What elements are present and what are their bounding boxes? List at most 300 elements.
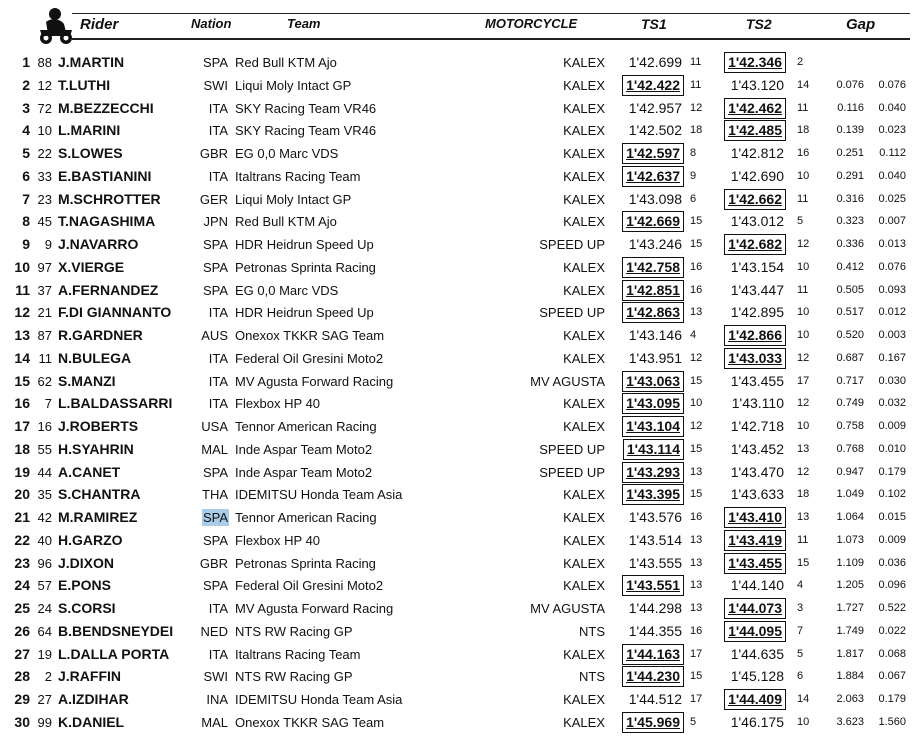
- rider-number-cell: 45: [37, 214, 52, 230]
- nation-cell: SWI: [203, 77, 228, 93]
- ts1-cell: 1'42.422: [622, 75, 684, 96]
- table-row: [0, 279, 920, 302]
- rider-number-cell: 23: [37, 191, 52, 207]
- motorcycle-cell: KALEX: [563, 578, 605, 594]
- ts1-lap-cell: 15: [690, 670, 703, 683]
- position-cell: 15: [14, 372, 30, 389]
- table-header: [0, 0, 920, 50]
- gap-previous-cell: 0.076: [878, 260, 906, 273]
- position-cell: 11: [15, 281, 30, 298]
- gap-previous-cell: 0.068: [878, 647, 906, 660]
- gap-first-cell: 1.109: [836, 556, 864, 569]
- gap-first-cell: 0.316: [836, 192, 864, 205]
- nation-cell: SPA: [202, 532, 228, 548]
- nation-cell: ITA: [208, 350, 228, 366]
- rider-name-cell: F.DI GIANNANTO: [58, 304, 172, 321]
- ts2-cell: 1'44.635: [730, 645, 784, 662]
- team-cell: Italtrans Racing Team: [235, 646, 361, 662]
- team-cell: Petronas Sprinta Racing: [235, 259, 376, 275]
- rider-name-cell: H.SYAHRIN: [58, 440, 134, 457]
- table-row: [0, 324, 920, 347]
- gap-first-cell: 0.758: [836, 420, 864, 432]
- team-cell: Liqui Moly Intact GP: [235, 77, 352, 93]
- gap-previous-cell: 0.096: [878, 579, 906, 592]
- ts1-lap-cell: 16: [690, 260, 703, 273]
- ts2-cell: 1'46.175: [730, 713, 784, 730]
- ts1-cell: 1'43.246: [628, 236, 682, 252]
- position-cell: 7: [22, 190, 30, 207]
- ts2-lap-cell: 2: [797, 56, 804, 68]
- ts1-cell: 1'42.758: [622, 257, 684, 278]
- ts2-cell: 1'43.455: [730, 372, 784, 389]
- table-row: [0, 233, 920, 256]
- nation-cell: ITA: [208, 601, 228, 616]
- rider-name-cell: T.NAGASHIMA: [58, 213, 156, 230]
- nation-cell: SPA: [202, 55, 228, 70]
- header-ts2: TS2: [746, 16, 772, 32]
- table-row: [0, 620, 920, 643]
- position-cell: 28: [14, 668, 30, 685]
- position-cell: 20: [14, 486, 30, 503]
- ts1-lap-cell: 12: [690, 351, 703, 364]
- nation-cell: SPA: [202, 237, 228, 252]
- rider-number-cell: 27: [37, 692, 52, 707]
- ts1-cell: 1'43.514: [628, 531, 682, 548]
- table-row: [0, 461, 920, 484]
- ts2-cell: 1'45.128: [730, 668, 784, 685]
- team-cell: Flexbox HP 40: [235, 396, 321, 412]
- gap-first-cell: 0.076: [836, 78, 864, 91]
- motorcycle-cell: SPEED UP: [539, 305, 605, 321]
- nation-cell: ITA: [208, 123, 228, 139]
- ts2-lap-cell: 10: [797, 420, 810, 432]
- ts1-lap-cell: 5: [690, 715, 697, 728]
- ts1-lap-cell: 13: [690, 602, 703, 614]
- header-rider: Rider: [80, 16, 119, 33]
- header-nation: Nation: [191, 16, 232, 31]
- motorcycle-cell: SPEED UP: [539, 237, 605, 252]
- motorcycle-cell: KALEX: [563, 191, 605, 207]
- rider-name-cell: S.CHANTRA: [58, 486, 141, 503]
- ts1-cell: 1'42.699: [628, 54, 682, 70]
- rider-number-cell: 16: [37, 419, 52, 434]
- motorcycle-cell: KALEX: [563, 168, 605, 184]
- table-row: [0, 347, 920, 370]
- rider-number-cell: 55: [37, 441, 52, 457]
- ts1-lap-cell: 12: [690, 420, 703, 432]
- rider-number-cell: 11: [38, 350, 52, 366]
- rider-name-cell: A.FERNANDEZ: [58, 281, 159, 298]
- rider-number-cell: 10: [37, 123, 52, 139]
- rider-name-cell: R.GARDNER: [58, 327, 143, 343]
- motorcycle-cell: KALEX: [563, 487, 605, 503]
- rider-number-cell: 99: [37, 714, 52, 730]
- header-gap: Gap: [846, 16, 876, 33]
- gap-first-cell: 0.116: [837, 101, 864, 114]
- team-cell: Onexox TKKR SAG Team: [235, 714, 385, 730]
- gap-first-cell: 1.727: [836, 602, 864, 614]
- team-cell: Federal Oil Gresini Moto2: [235, 350, 384, 366]
- table-row: [0, 97, 920, 120]
- ts1-lap-cell: 16: [690, 283, 703, 296]
- position-cell: 6: [22, 167, 30, 184]
- ts2-cell: 1'43.033: [724, 348, 786, 369]
- team-cell: Inde Aspar Team Moto2: [235, 464, 373, 480]
- rider-number-cell: 7: [44, 396, 52, 412]
- nation-cell: SPA: [202, 282, 228, 298]
- ts2-lap-cell: 11: [797, 533, 809, 546]
- position-cell: 4: [22, 122, 30, 139]
- rider-number-cell: 57: [37, 578, 52, 594]
- ts2-cell: 1'43.012: [730, 213, 784, 230]
- rider-name-cell: M.RAMIREZ: [58, 509, 138, 525]
- position-cell: 30: [14, 713, 30, 730]
- rider-name-cell: S.CORSI: [58, 600, 116, 616]
- ts1-lap-cell: 4: [690, 329, 697, 341]
- gap-first-cell: 0.687: [836, 351, 864, 364]
- gap-first-cell: 0.336: [836, 238, 864, 250]
- ts2-lap-cell: 5: [797, 647, 804, 660]
- table-row: [0, 506, 920, 529]
- rider-name-cell: L.BALDASSARRI: [58, 395, 173, 412]
- rider-name-cell: B.BENDSNEYDEI: [58, 622, 174, 639]
- nation-cell: MAL: [201, 714, 228, 730]
- team-cell: SKY Racing Team VR46: [235, 100, 377, 116]
- position-cell: 23: [14, 554, 30, 571]
- ts1-lap-cell: 15: [690, 238, 703, 250]
- rider-name-cell: J.ROBERTS: [58, 418, 139, 434]
- gap-previous-cell: 1.560: [878, 715, 906, 728]
- position-cell: 17: [14, 418, 30, 434]
- position-cell: 16: [14, 395, 30, 412]
- ts1-cell: 1'43.063: [622, 371, 684, 392]
- team-cell: EG 0,0 Marc VDS: [235, 146, 339, 161]
- ts1-cell: 1'43.395: [622, 484, 684, 505]
- ts2-lap-cell: 17: [797, 374, 810, 387]
- table-row: [0, 74, 920, 97]
- ts1-cell: 1'43.095: [622, 393, 684, 414]
- rider-name-cell: J.NAVARRO: [58, 236, 139, 252]
- nation-cell: GBR: [199, 146, 228, 161]
- gap-first-cell: 0.412: [836, 260, 864, 273]
- ts1-cell: 1'43.551: [622, 575, 684, 596]
- table-row: [0, 483, 920, 506]
- ts1-cell: 1'43.576: [628, 509, 682, 525]
- team-cell: IDEMITSU Honda Team Asia: [235, 692, 403, 707]
- motorcycle-cell: KALEX: [563, 282, 605, 298]
- position-cell: 25: [14, 600, 30, 616]
- rider-name-cell: M.SCHROTTER: [58, 190, 161, 207]
- motorcycle-cell: KALEX: [563, 350, 605, 366]
- table-row: [0, 301, 920, 324]
- ts2-cell: 1'43.110: [731, 395, 784, 412]
- ts1-cell: 1'42.502: [628, 122, 682, 139]
- team-cell: NTS RW Racing GP: [235, 623, 353, 639]
- ts2-cell: 1'43.447: [730, 281, 784, 298]
- position-cell: 12: [14, 304, 30, 321]
- ts2-lap-cell: 15: [797, 556, 810, 569]
- motorcycle-rider-icon: [36, 6, 76, 46]
- rider-number-cell: 97: [37, 259, 52, 275]
- rider-number-cell: 62: [37, 373, 52, 389]
- ts1-cell: 1'42.597: [622, 143, 684, 164]
- table-row: [0, 188, 920, 211]
- ts2-lap-cell: 12: [797, 238, 810, 250]
- ts1-cell: 1'44.163: [622, 644, 684, 665]
- nation-cell: ITA: [208, 305, 228, 321]
- table-row: [0, 597, 920, 620]
- ts1-lap-cell: 16: [690, 624, 703, 637]
- ts2-cell: 1'42.812: [730, 145, 784, 161]
- ts2-cell: 1'44.140: [730, 577, 784, 594]
- ts2-cell: 1'44.409: [724, 689, 786, 710]
- gap-first-cell: 0.717: [836, 374, 864, 387]
- team-cell: SKY Racing Team VR46: [235, 123, 377, 139]
- rider-name-cell: J.MARTIN: [58, 54, 125, 70]
- ts2-lap-cell: 13: [797, 442, 810, 455]
- motorcycle-cell: KALEX: [563, 532, 605, 548]
- nation-cell: ITA: [208, 373, 228, 389]
- gap-first-cell: 1.749: [836, 624, 864, 637]
- rider-number-cell: 24: [37, 601, 52, 616]
- gap-previous-cell: 0.010: [878, 442, 906, 455]
- ts1-lap-cell: 15: [690, 442, 703, 455]
- ts2-lap-cell: 13: [797, 511, 810, 523]
- rider-name-cell: T.LUTHI: [58, 76, 111, 93]
- ts2-lap-cell: 7: [797, 624, 804, 637]
- ts1-lap-cell: 17: [690, 693, 703, 705]
- nation-cell: ITA: [208, 168, 228, 184]
- gap-previous-cell: 0.032: [878, 397, 906, 410]
- rider-number-cell: 35: [37, 487, 52, 503]
- rider-name-cell: H.GARZO: [58, 531, 123, 548]
- ts1-lap-cell: 13: [690, 306, 703, 319]
- gap-previous-cell: 0.030: [878, 374, 906, 387]
- position-cell: 13: [14, 327, 30, 343]
- table-row: [0, 392, 920, 415]
- ts1-lap-cell: 8: [690, 147, 697, 159]
- nation-cell: INA: [206, 692, 228, 707]
- position-cell: 14: [14, 349, 30, 366]
- position-cell: 3: [22, 99, 30, 116]
- team-cell: HDR Heidrun Speed Up: [235, 237, 374, 252]
- ts1-cell: 1'43.104: [622, 416, 684, 437]
- ts1-lap-cell: 13: [690, 533, 703, 546]
- ts1-lap-cell: 13: [690, 556, 703, 569]
- rider-number-cell: 37: [37, 282, 52, 298]
- gap-first-cell: 0.251: [836, 147, 864, 159]
- gap-previous-cell: 0.025: [878, 192, 906, 205]
- nation-cell: ITA: [208, 396, 228, 412]
- motorcycle-cell: KALEX: [563, 77, 605, 93]
- ts2-cell: 1'43.452: [730, 440, 784, 457]
- ts2-lap-cell: 6: [797, 670, 804, 683]
- nation-cell: SPA: [202, 510, 228, 525]
- rider-number-cell: 2: [44, 669, 52, 685]
- rider-number-cell: 42: [37, 510, 52, 525]
- ts2-cell: 1'43.455: [724, 553, 786, 574]
- ts1-lap-cell: 17: [690, 647, 703, 660]
- position-cell: 18: [14, 440, 30, 457]
- ts1-lap-cell: 10: [690, 397, 703, 410]
- position-cell: 26: [14, 622, 30, 639]
- ts2-cell: 1'42.895: [730, 304, 784, 321]
- motorcycle-cell: KALEX: [563, 646, 605, 662]
- ts1-lap-cell: 16: [690, 511, 703, 523]
- rider-name-cell: E.PONS: [58, 577, 111, 594]
- rider-name-cell: J.RAFFIN: [58, 668, 121, 685]
- gap-first-cell: 1.049: [836, 488, 864, 501]
- gap-previous-cell: 0.012: [878, 306, 906, 319]
- results-table: [0, 51, 920, 734]
- ts1-lap-cell: 13: [690, 579, 703, 592]
- ts2-lap-cell: 5: [797, 215, 804, 228]
- ts2-cell: 1'42.662: [724, 189, 786, 210]
- position-cell: 19: [14, 463, 30, 480]
- ts1-cell: 1'42.957: [628, 99, 682, 116]
- rider-name-cell: E.BASTIANINI: [58, 167, 152, 184]
- team-cell: NTS RW Racing GP: [235, 669, 353, 685]
- gap-previous-cell: 0.040: [878, 169, 906, 182]
- ts1-lap-cell: 15: [690, 488, 703, 501]
- header-bottom-rule: [72, 38, 910, 40]
- ts1-cell: 1'45.969: [622, 712, 684, 733]
- motorcycle-cell: KALEX: [563, 214, 605, 230]
- gap-previous-cell: 0.003: [878, 329, 906, 341]
- rider-number-cell: 40: [37, 532, 52, 548]
- ts1-cell: 1'43.951: [628, 349, 682, 366]
- nation-cell: SPA: [202, 259, 228, 275]
- ts2-lap-cell: 10: [797, 169, 810, 182]
- gap-previous-cell: 0.093: [878, 283, 906, 296]
- position-cell: 24: [14, 577, 30, 594]
- rider-name-cell: K.DANIEL: [58, 713, 125, 730]
- rider-number-cell: 22: [37, 146, 52, 161]
- team-cell: IDEMITSU Honda Team Asia: [235, 487, 403, 503]
- ts2-cell: 1'42.866: [724, 325, 786, 346]
- gap-first-cell: 3.623: [836, 715, 864, 728]
- gap-first-cell: 0.505: [836, 283, 864, 296]
- table-row: [0, 529, 920, 552]
- position-cell: 27: [14, 645, 30, 662]
- nation-cell: SPA: [202, 464, 228, 480]
- ts2-lap-cell: 18: [797, 124, 810, 137]
- nation-cell: NED: [200, 623, 228, 639]
- gap-previous-cell: 0.015: [878, 511, 906, 523]
- team-cell: MV Agusta Forward Racing: [235, 601, 394, 616]
- rider-number-cell: 33: [37, 168, 52, 184]
- position-cell: 22: [14, 531, 30, 548]
- gap-first-cell: 0.749: [836, 397, 864, 410]
- motorcycle-cell: NTS: [579, 669, 605, 685]
- rider-name-cell: X.VIERGE: [58, 258, 125, 275]
- team-cell: Liqui Moly Intact GP: [235, 191, 352, 207]
- gap-previous-cell: 0.023: [878, 124, 906, 137]
- rider-number-cell: 87: [37, 328, 52, 343]
- ts2-lap-cell: 12: [797, 397, 810, 410]
- rider-name-cell: L.MARINI: [58, 122, 121, 139]
- table-row: [0, 711, 920, 734]
- gap-previous-cell: 0.007: [878, 215, 906, 228]
- ts2-lap-cell: 10: [797, 306, 810, 319]
- gap-first-cell: 0.517: [836, 306, 864, 319]
- header-team: Team: [287, 16, 321, 31]
- ts2-cell: 1'44.073: [724, 598, 786, 619]
- ts2-lap-cell: 16: [797, 147, 810, 159]
- position-cell: 29: [14, 691, 30, 707]
- team-cell: Red Bull KTM Ajo: [235, 214, 337, 230]
- table-row: [0, 256, 920, 279]
- gap-previous-cell: 0.102: [878, 488, 906, 501]
- motorcycle-cell: KALEX: [563, 259, 605, 275]
- ts1-lap-cell: 13: [690, 465, 703, 478]
- position-cell: 1: [22, 54, 30, 70]
- rider-name-cell: L.DALLA PORTA: [58, 645, 170, 662]
- ts2-cell: 1'43.419: [724, 530, 786, 551]
- gap-first-cell: 1.205: [836, 579, 864, 592]
- team-cell: Tennor American Racing: [235, 419, 377, 434]
- ts2-cell: 1'44.095: [724, 621, 786, 642]
- ts1-cell: 1'42.637: [622, 166, 684, 187]
- table-row: [0, 665, 920, 688]
- header-top-rule: [72, 13, 910, 14]
- gap-first-cell: 1.073: [836, 533, 864, 546]
- gap-previous-cell: 0.522: [878, 602, 906, 614]
- motorcycle-cell: KALEX: [563, 714, 605, 730]
- rider-number-cell: 96: [37, 555, 52, 571]
- gap-first-cell: 0.768: [836, 442, 864, 455]
- rider-number-cell: 12: [37, 77, 52, 93]
- ts2-lap-cell: 3: [797, 602, 804, 614]
- table-row: [0, 415, 920, 438]
- ts1-cell: 1'44.512: [628, 691, 682, 707]
- ts2-cell: 1'42.485: [724, 120, 786, 141]
- motorcycle-cell: KALEX: [563, 510, 605, 525]
- ts2-lap-cell: 11: [797, 283, 809, 296]
- gap-previous-cell: 0.179: [878, 465, 906, 478]
- rider-name-cell: N.BULEGA: [58, 349, 132, 366]
- motorcycle-cell: KALEX: [563, 146, 605, 161]
- ts2-lap-cell: 10: [797, 715, 810, 728]
- ts2-lap-cell: 10: [797, 260, 810, 273]
- gap-previous-cell: 0.167: [878, 351, 906, 364]
- ts2-cell: 1'42.346: [724, 52, 786, 73]
- motorcycle-cell: KALEX: [563, 55, 605, 70]
- rider-number-cell: 88: [37, 55, 52, 70]
- ts1-cell: 1'43.098: [628, 190, 682, 207]
- motorcycle-cell: KALEX: [563, 123, 605, 139]
- ts2-lap-cell: 11: [797, 101, 809, 114]
- ts2-cell: 1'42.718: [730, 418, 784, 434]
- ts2-cell: 1'42.682: [724, 234, 786, 255]
- ts1-lap-cell: 15: [690, 215, 703, 228]
- ts1-cell: 1'43.555: [628, 554, 682, 571]
- gap-previous-cell: 0.013: [878, 238, 906, 250]
- nation-cell: SWI: [203, 669, 228, 685]
- ts2-cell: 1'43.410: [724, 507, 786, 528]
- motorcycle-cell: KALEX: [563, 555, 605, 571]
- nation-cell: ITA: [208, 100, 228, 116]
- gap-previous-cell: 0.022: [878, 624, 906, 637]
- team-cell: Onexox TKKR SAG Team: [235, 328, 385, 343]
- ts2-lap-cell: 14: [797, 693, 810, 705]
- rider-name-cell: J.DIXON: [58, 554, 115, 571]
- header-motorcycle: MOTORCYCLE: [485, 16, 578, 31]
- position-cell: 2: [22, 76, 30, 93]
- ts1-lap-cell: 12: [690, 101, 703, 114]
- gap-first-cell: 0.947: [836, 465, 864, 478]
- gap-previous-cell: 0.067: [878, 670, 906, 683]
